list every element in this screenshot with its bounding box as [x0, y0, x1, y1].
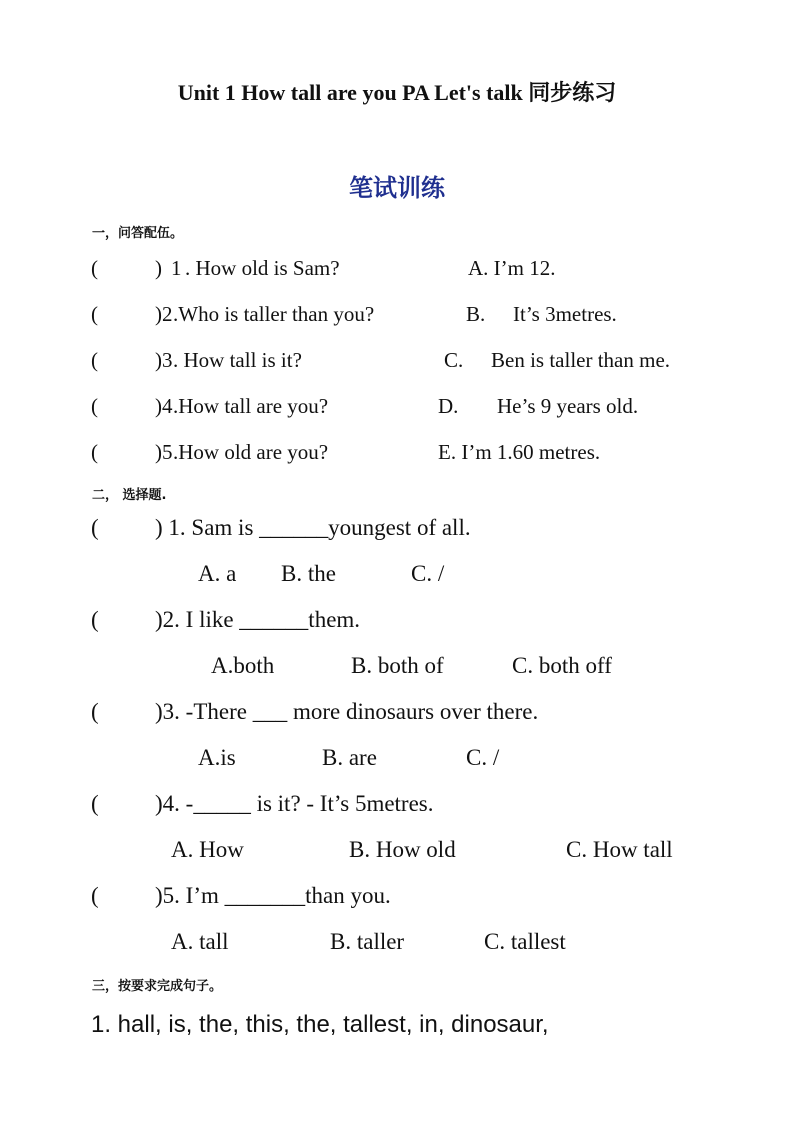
mc-question-5 — [0, 883, 794, 913]
option-b: B. taller — [330, 929, 405, 954]
answer-paren-close: ) — [155, 394, 162, 418]
answer-paren-close: ) — [155, 302, 162, 326]
match-row-4 — [0, 394, 794, 424]
option-b: B. are — [322, 745, 377, 770]
question-text: . How old is Sam? — [185, 256, 340, 280]
option-a: A.both — [211, 653, 275, 678]
question-text: .Who is taller than you? — [173, 302, 375, 326]
answer-paren-close: ) — [155, 440, 162, 464]
option-c: C. How tall — [566, 837, 673, 862]
question-number: 2 — [162, 302, 173, 326]
question-text: . How tall is it? — [173, 348, 302, 372]
question-text: .How tall are you? — [173, 394, 329, 418]
mc-options-3 — [0, 745, 794, 775]
answer-paren-open: ( — [91, 440, 98, 464]
answer-paren-open: ( — [91, 394, 98, 418]
rearrange-words: 1. hall, is, the, this, the, tallest, in, dinosaur, — [91, 1011, 549, 1038]
answer-paren-close: ) — [155, 256, 162, 280]
answer-paren-open: ( — [91, 607, 99, 632]
question-stem: )5. I’m _______than you. — [155, 883, 391, 908]
answer-text: It’s 3metres. — [513, 302, 617, 326]
match-row-5 — [0, 440, 794, 470]
mc-question-2 — [0, 607, 794, 637]
answer-paren-open: ( — [91, 302, 98, 326]
question-number: 3 — [162, 348, 173, 372]
answer-text: Ben is taller than me. — [491, 348, 671, 372]
question-number: 1 — [171, 256, 182, 280]
answer-letter: B. — [466, 302, 486, 326]
mc-options-2 — [0, 653, 794, 683]
section1-heading: 一，问答配伍。 — [92, 226, 184, 241]
rearrange-item-1 — [0, 1011, 794, 1041]
answer-paren-open: ( — [91, 348, 98, 372]
option-a: A. tall — [171, 929, 229, 954]
mc-options-5 — [0, 929, 794, 959]
answer-letter: D. — [438, 394, 459, 418]
option-b: B. How old — [349, 837, 456, 862]
answer-paren-close: ) — [155, 348, 162, 372]
answer-text: A. I’m 12. — [468, 256, 556, 280]
option-c: C. both off — [512, 653, 612, 678]
section3-heading: 三，按要求完成句子。 — [92, 979, 223, 994]
answer-paren-open: ( — [91, 515, 99, 540]
section2-heading: 二， 选择题. — [92, 488, 167, 503]
option-b: B. both of — [351, 653, 444, 678]
answer-paren-open: ( — [91, 256, 98, 280]
mc-question-1 — [0, 515, 794, 545]
answer-paren-open: ( — [91, 791, 99, 816]
option-c: C. / — [411, 561, 445, 586]
question-number: 5 — [162, 440, 173, 464]
option-c: C. / — [466, 745, 500, 770]
question-stem: )2. I like ______them. — [155, 607, 361, 632]
option-a: A. a — [198, 561, 237, 586]
question-stem: ) 1. Sam is ______youngest of all. — [155, 515, 471, 540]
option-a: A. How — [171, 837, 244, 862]
question-stem: )4. -_____ is it? - It’s 5metres. — [155, 791, 434, 816]
mc-question-3 — [0, 699, 794, 729]
option-a: A.is — [198, 745, 236, 770]
question-number: 4 — [162, 394, 173, 418]
page-title: Unit 1 How tall are you PA Let's talk 同步练习 — [177, 80, 617, 105]
section-subtitle: 笔试训练 — [349, 174, 445, 202]
answer-paren-open: ( — [91, 699, 99, 724]
answer-text: E. I’m 1.60 metres. — [438, 440, 601, 464]
option-b: B. the — [281, 561, 336, 586]
mc-options-1 — [0, 561, 794, 591]
match-row-3 — [0, 348, 794, 378]
mc-options-4 — [0, 837, 794, 867]
answer-letter: C. — [444, 348, 464, 372]
question-text: .How old are you? — [173, 440, 329, 464]
mc-question-4 — [0, 791, 794, 821]
answer-paren-open: ( — [91, 883, 99, 908]
question-stem: )3. -There ___ more dinosaurs over there. — [155, 699, 539, 724]
match-row-2 — [0, 302, 794, 332]
answer-text: He’s 9 years old. — [497, 394, 639, 418]
match-row-1 — [0, 256, 794, 286]
option-c: C. tallest — [484, 929, 566, 954]
